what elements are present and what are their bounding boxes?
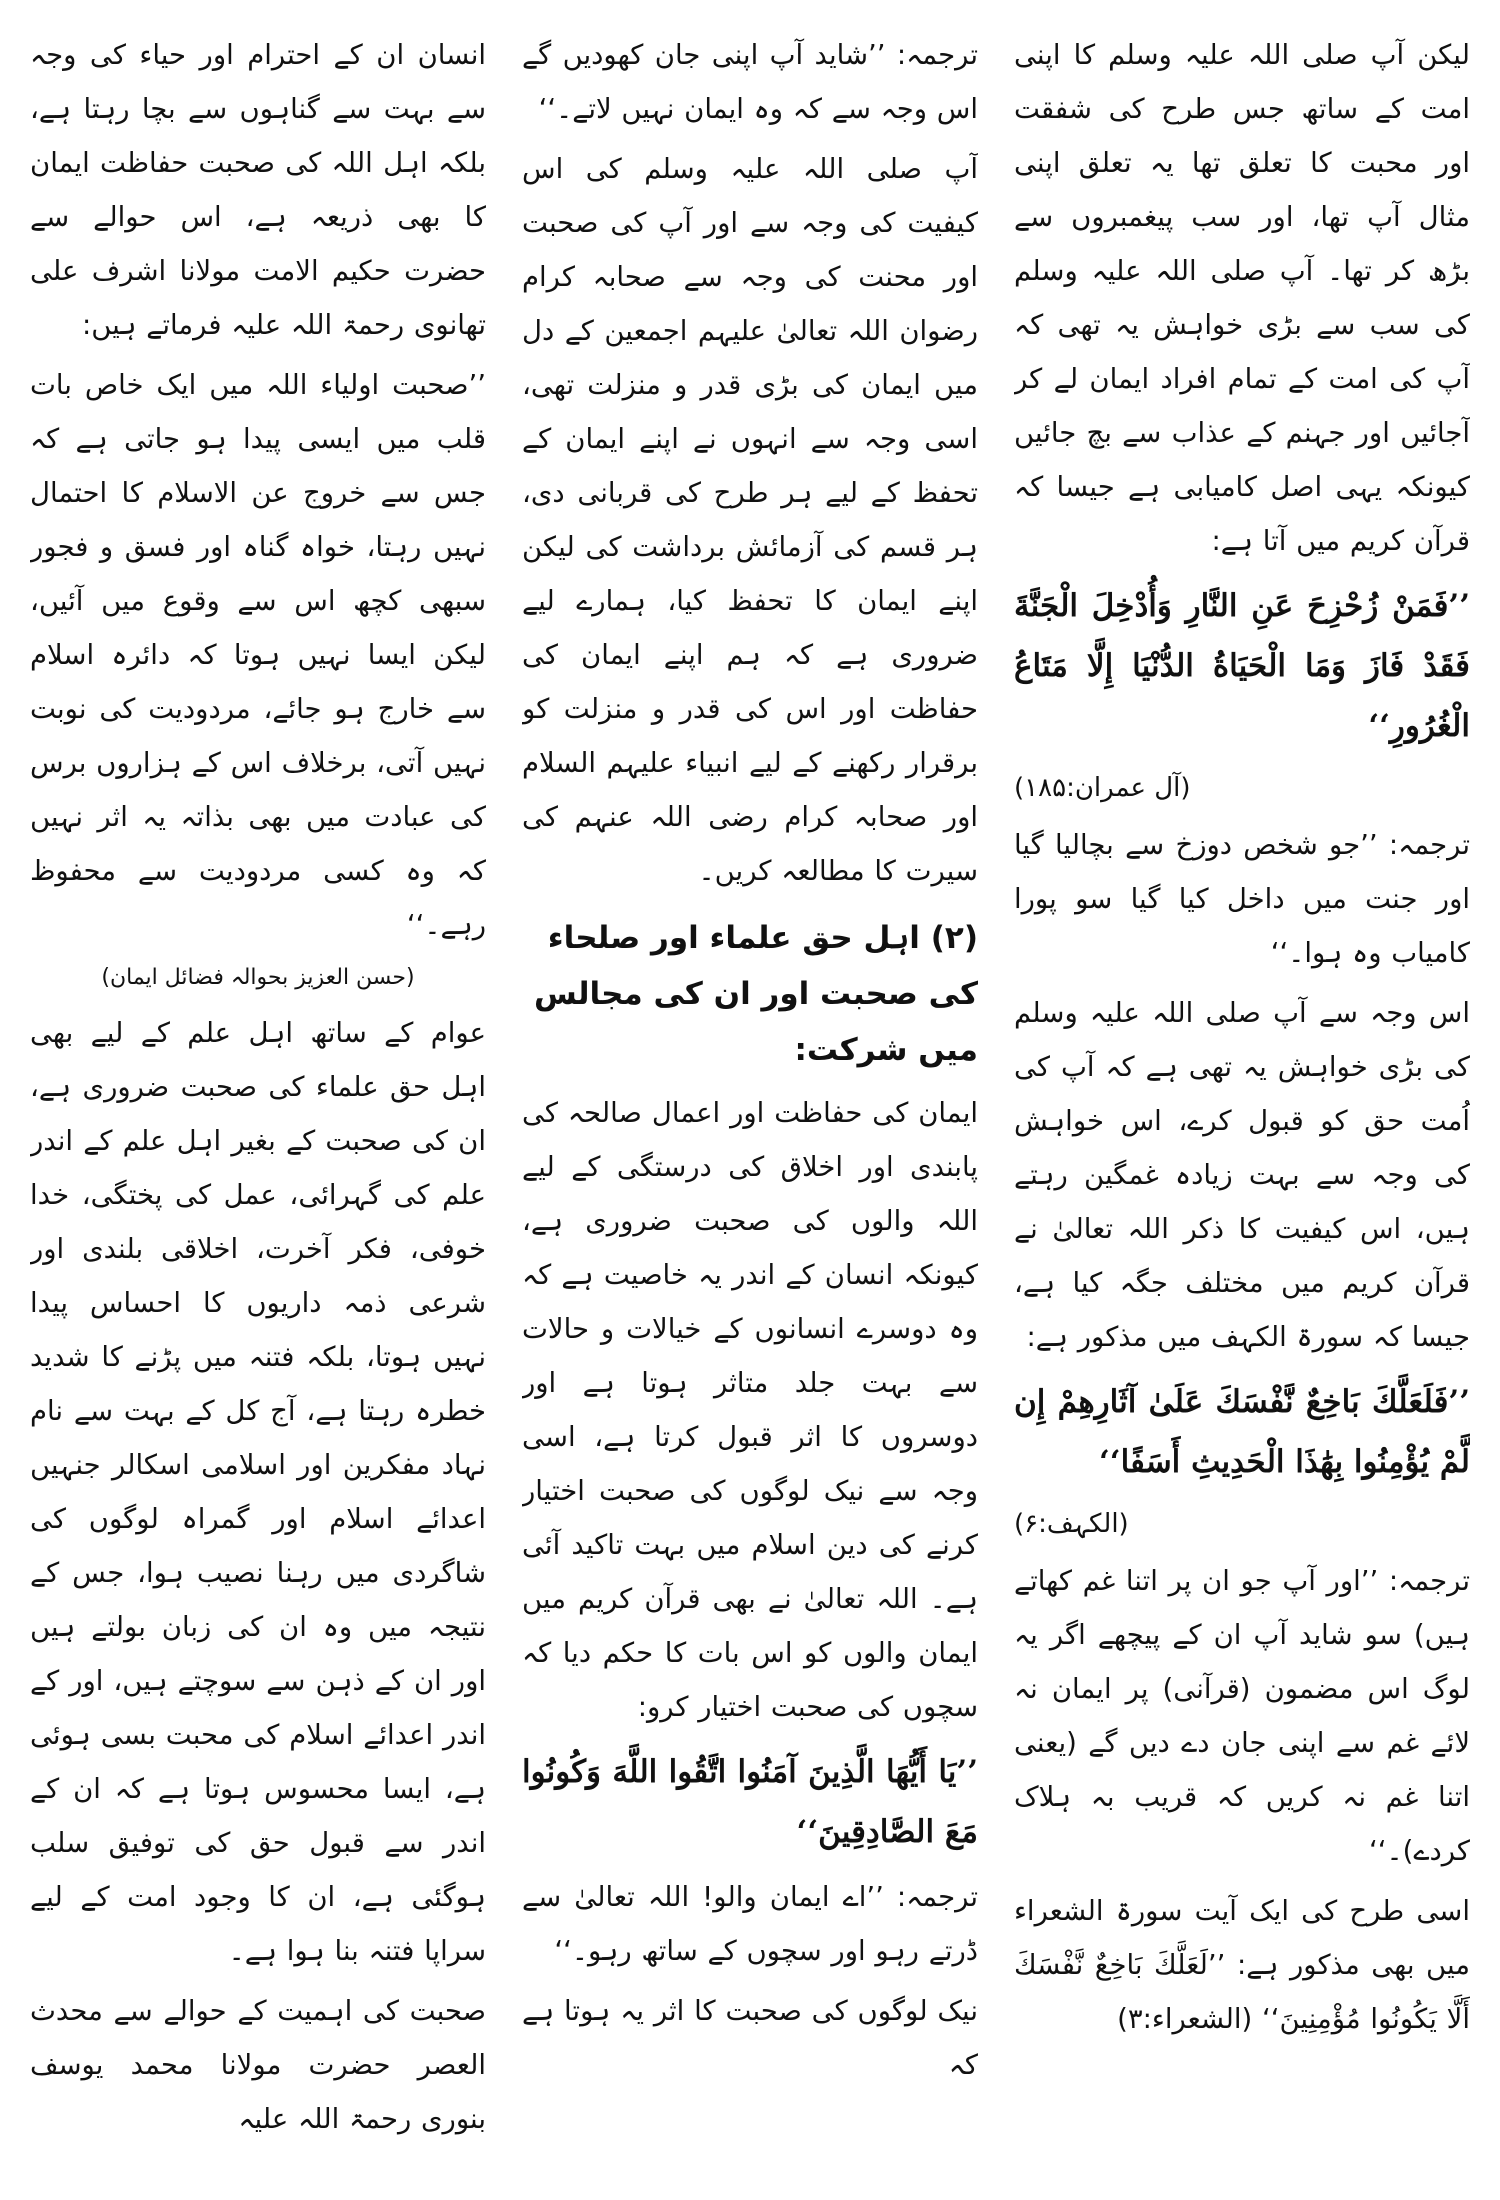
paragraph: ترجمہ: ’’شاید آپ اپنی جان کھودیں گے اس وجہ سے کہ وہ ایمان نہیں لاتے۔‘‘ <box>522 39 978 125</box>
column-middle <box>522 28 978 2180</box>
paragraph: آپ صلی اللہ علیہ وسلم کی اس کیفیت کی وجہ سے اور آپ کی صحبت اور محنت کی وجہ سے صحابہ کرام رضوان اللہ تعالیٰ علیہم اجمعین کے دل میں ایمان کی بڑی قدر و منزلت تھی، اسی وجہ سے انہوں نے اپنے ایمان کے تحفظ کے لیے ہر طرح کی قربانی دی، ہر قسم کی آزمائش برداشت کی لیکن اپنے ایمان کا تحفظ کیا، ہمارے لیے ضروری ہے کہ ہم اپنے ایمان کی حفاظت اور اس کی قدر و منزلت کو برقرار رکھنے کے لیے انبیاء علیہم السلام اور صحابہ کرام رضی اللہ عنہم کی سیرت کا مطالعہ کریں۔ <box>522 153 978 887</box>
section-heading: (۲) اہل حق علماء اور صلحاء کی صحبت اور ان کی مجالس میں شرکت: <box>534 920 978 1068</box>
column-right <box>1014 28 1470 2180</box>
paragraph: صحبت کی اہمیت کے حوالے سے محدث العصر حضرت مولانا محمد یوسف بنوری رحمۃ اللہ علیہ <box>30 1995 486 2135</box>
paragraph: انسان ان کے احترام اور حیاء کی وجہ سے بہت سے گناہوں سے بچا رہتا ہے، بلکہ اہل اللہ کی صحبت حفاظت ایمان کا بھی ذریعہ ہے، اس حوالے سے حضرت حکیم الامت مولانا اشرف علی تھانوی رحمۃ اللہ علیہ فرماتے ہیں: <box>30 39 486 341</box>
paragraph: ترجمہ: ’’اور آپ جو ان پر اتنا غم کھاتے ہیں) سو شاید آپ ان کے پیچھے اگر یہ لوگ اس مضمون (قرآنی) پر ایمان نہ لائے غم سے اپنی جان دے دیں گے (یعنی اتنا غم نہ کریں کہ قریب بہ ہلاک کردے)۔‘‘ <box>1014 1565 1470 1867</box>
arabic-verse: ’’يَا أَيُّهَا الَّذِينَ آمَنُوا اتَّقُوا اللَّهَ وَكُونُوا مَعَ الصَّادِقِينَ‘‘ <box>522 1754 978 1850</box>
verse-reference: (الکہف:۶) <box>1014 1509 1129 1539</box>
source-citation: (حسن العزیز بحوالہ فضائل ایمان) <box>101 965 415 990</box>
paragraph: ’’صحبت اولیاء اللہ میں ایک خاص بات قلب میں ایسی پیدا ہو جاتی ہے کہ جس سے خروج عن الاسلام کا احتمال نہیں رہتا، خواہ گناہ اور فسق و فجور سبھی کچھ اس سے وقوع میں آئیں، لیکن ایسا نہیں ہوتا کہ دائرہ اسلام سے خارج ہو جائے، مردودیت کی نوبت نہیں آتی، برخلاف اس کے ہزاروں برس کی عبادت میں بھی بذاتہ یہ اثر نہیں کہ وہ کسی مردودیت سے محفوظ رہے۔‘‘ <box>30 369 486 941</box>
paragraph: ایمان کی حفاظت اور اعمال صالحہ کی پابندی اور اخلاق کی درستگی کے لیے اللہ والوں کی صحبت ضروری ہے، کیونکہ انسان کے اندر یہ خاصیت ہے کہ وہ دوسرے انسانوں کے خیالات و حالات سے بہت جلد متاثر ہوتا ہے اور دوسروں کا اثر قبول کرتا ہے، اسی وجہ سے نیک لوگوں کی صحبت اختیار کرنے کی دین اسلام میں بہت تاکید آئی ہے۔ اللہ تعالیٰ نے بھی قرآن کریم میں ایمان والوں کو اس بات کا حکم دیا کہ سچوں کی صحبت اختیار کرو: <box>522 1097 978 1723</box>
verse-reference: (آل عمران:۱۸۵) <box>1014 773 1191 803</box>
paragraph: نیک لوگوں کی صحبت کا اثر یہ ہوتا ہے کہ <box>522 1995 978 2081</box>
paragraph: ترجمہ: ’’اے ایمان والو! اللہ تعالیٰ سے ڈرتے رہو اور سچوں کے ساتھ رہو۔‘‘ <box>522 1881 978 1967</box>
arabic-verse: ’’فَمَنْ زُحْزِحَ عَنِ النَّارِ وَأُدْخِلَ الْجَنَّةَ فَقَدْ فَازَ وَمَا الْحَيَاةُ الدُّنْيَا إِلَّا مَتَاعُ الْغُرُورِ‘‘ <box>1014 588 1470 744</box>
paragraph: ترجمہ: ’’جو شخص دوزخ سے بچالیا گیا اور جنت میں داخل کیا گیا سو پورا کامیاب وہ ہوا۔‘‘ <box>1014 829 1470 969</box>
paragraph: اسی طرح کی ایک آیت سورۃ الشعراء میں بھی مذکور ہے: ’’لَعَلَّكَ بَاخِعٌ نَّفْسَكَ أَلَّا يَكُونُوا مُؤْمِنِينَ‘‘ (الشعراء:۳) <box>1014 1895 1470 2035</box>
arabic-verse: ’’فَلَعَلَّكَ بَاخِعٌ نَّفْسَكَ عَلَىٰ آثَارِهِمْ إِن لَّمْ يُؤْمِنُوا بِهَٰذَا الْحَدِيثِ أَسَفًا‘‘ <box>1014 1384 1470 1480</box>
paragraph: عوام کے ساتھ اہل علم کے لیے بھی اہل حق علماء کی صحبت ضروری ہے، ان کی صحبت کے بغیر اہل علم کے اندر علم کی گہرائی، عمل کی پختگی، خدا خوفی، فکر آخرت، اخلاقی بلندی اور شرعی ذمہ داریوں کا احساس پیدا نہیں ہوتا، بلکہ فتنہ میں پڑنے کا شدید خطرہ رہتا ہے، آج کل کے بہت سے نام نہاد مفکرین اور اسلامی اسکالر جنہیں اعدائے اسلام اور گمراہ لوگوں کی شاگردی میں رہنا نصیب ہوا، جس کے نتیجہ میں وہ ان کی زبان بولتے ہیں اور ان کے ذہن سے سوچتے ہیں، اور کے اندر اعدائے اسلام کی محبت بسی ہوئی ہے، ایسا محسوس ہوتا ہے کہ ان کے اندر سے قبول حق کی توفیق سلب ہوگئی ہے، ان کا وجود امت کے لیے سراپا فتنہ بنا ہوا ہے۔ <box>30 1017 486 1967</box>
column-left <box>30 28 486 2180</box>
paragraph: لیکن آپ صلی اللہ علیہ وسلم کا اپنی امت کے ساتھ جس طرح کی شفقت اور محبت کا تعلق تھا یہ تعلق اپنی مثال آپ تھا، اور سب پیغمبروں سے بڑھ کر تھا۔ آپ صلی اللہ علیہ وسلم کی سب سے بڑی خواہش یہ تھی کہ آپ کی امت کے تمام افراد ایمان لے کر آجائیں اور جہنم کے عذاب سے بچ جائیں کیونکہ یہی اصل کامیابی ہے جیسا کہ قرآن کریم میں آتا ہے: <box>1014 39 1470 557</box>
paragraph: اس وجہ سے آپ صلی اللہ علیہ وسلم کی بڑی خواہش یہ تھی ہے کہ آپ کی اُمت حق کو قبول کرے، اس خواہش کی وجہ سے بہت زیادہ غمگین رہتے ہیں، اس کیفیت کا ذکر اللہ تعالیٰ نے قرآن کریم میں مختلف جگہ کیا ہے، جیسا کہ سورۃ الکہف میں مذکور ہے: <box>1014 997 1470 1353</box>
